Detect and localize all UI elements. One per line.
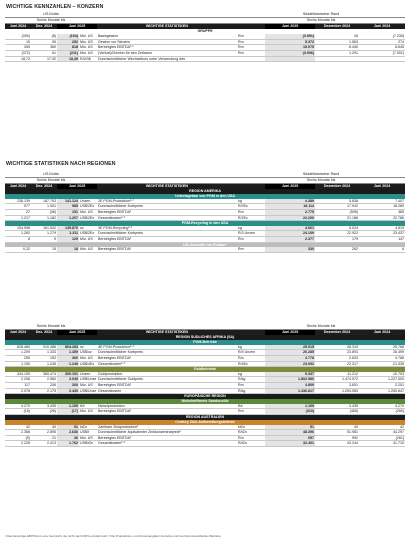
table-row [5,247,405,252]
table-cell [359,56,405,62]
table-cell: Basisgewinn [97,34,237,39]
table-cell [265,56,315,62]
table-cell: US$/4Ez [79,361,97,367]
sub-sa-pgm: PGM-Betriebe [5,340,405,345]
table-cell: (3.591) [265,34,315,39]
table-cell: 40 [31,425,57,430]
table-cell: (36) [31,209,57,215]
table-cell: Gesamtkosten [97,388,237,394]
table-cell: 344.109 [5,372,31,377]
sa-period-right: Sechs Monate bis [237,324,405,330]
table-cell: Durchschnittlicher Wechselkurs unter Verwendung des [97,56,237,62]
table-cell: 485 [359,209,405,215]
table-cell: Bereinigtes EBITDA¹ [97,209,237,215]
table-cell: Rm [237,50,265,56]
table-cell: 40 [315,425,359,430]
table-cell: 1.563 [315,39,359,45]
table-cell: 2.201 [359,382,405,388]
table-cell: Mio. US [79,34,97,39]
col-jun24: Juni 2024 [5,24,31,30]
table-cell: 51 [265,425,315,430]
table-cell: (8) [31,34,57,39]
table-cell: 28 [315,34,359,39]
table-cell: 1.209 [5,350,31,356]
table-cell: 1.291 [315,50,359,56]
sub-sandouville: Nickelraffinerie Sandouville [5,399,405,404]
table-cell: ktZn [237,425,265,430]
table-cell: Goldproduktion [97,372,237,377]
table-cell: 22.786 [359,215,405,221]
table-cell: 3E PGM-Recycling²·³ [97,226,237,231]
table-cell: 1.253.083 [315,388,359,394]
table-cell: 2.413 [31,441,57,447]
table-cell: 828.460 [5,345,31,350]
table-cell: (595) [315,209,359,215]
am-col-0: Juni 2024 [5,184,31,190]
table-cell: 1.250.647 [359,388,405,394]
period-right: Sechs Monate bis [237,18,405,24]
table-cell [315,56,359,62]
table-cell: 1.001 [31,204,57,210]
table-cell: 1.217 [5,215,31,221]
table-cell: US$/2Ez [79,204,97,210]
table-cell: 28.319 [315,345,359,350]
sa-col-2: Juni 2025 [57,330,97,336]
table-cell: 8 [5,236,31,242]
table-cell: 21.535 [359,361,405,367]
table-cell: 2.775 [265,209,315,215]
table-cell: Bereinigtes EBITDA¹ [97,355,237,361]
table-cell: 4.389 [265,199,315,204]
table-cell: 117 [5,382,31,388]
table-cell: Mio. US [79,409,97,415]
table-cell: Unzen [79,199,97,204]
table-cell: (211) [57,50,79,56]
table-cell: 42 [5,425,31,430]
table-cell: 6.645 [359,45,405,51]
table-cell: 1.311 [57,231,79,237]
table-cell: (15) [5,409,31,415]
table-cell: R/4 Unzen [237,350,265,356]
table-cell: 5.024 [315,226,359,231]
table-cell: Unzen [79,372,97,377]
table-cell: US$/2Ez [79,231,97,237]
table-cell: 18,39 [57,56,79,62]
regions-table [5,324,405,447]
table-cell: 22.317 [315,361,359,367]
table-cell: 26.285 [265,350,315,356]
table-cell: 26.499 [359,350,405,356]
table-cell: 23.893 [315,350,359,356]
table-cell: R/kg [237,388,265,394]
table-row [5,441,405,447]
table-cell: 1.436.817 [265,388,315,394]
table-cell: 15.075 [265,45,315,51]
table-cell: 2.430 [57,388,79,394]
region-americas: REGION AMERIKA [5,189,405,194]
table-cell: 262 [315,247,359,252]
table-cell: 274 [359,39,405,45]
table-cell: 55 [31,39,57,45]
table-cell: 260 [57,382,79,388]
table-cell: 15 [5,39,31,45]
sa-col-0: Juni 2024 [5,330,31,336]
table-cell: 9 [31,236,57,242]
table-cell: R/tZn [237,430,265,436]
period-left: Sechs Monate bis [5,18,97,24]
sa-col-3: WICHTIGE STATISTIKEN [97,330,237,336]
table-cell: 17.942 [315,204,359,210]
sa-col-6: Juni 2024 [359,330,405,336]
table-cell: Mio. US [79,236,97,242]
table-cell: 255 [5,355,31,361]
group-label: GRUPPE [5,29,405,34]
table-cell: (26) [31,409,57,415]
table-cell: Gesamtkosten²·³ [97,441,237,447]
table-cell: 21 [31,435,57,441]
col-dec24: Dez. 2024 [31,24,57,30]
table-cell: Nickelproduktion [97,404,237,409]
table-cell: 355 [5,45,31,51]
table-cell: US$/Unze [80,377,97,382]
am-currency-right: Südafrikanischer Rand [237,172,405,178]
table-cell: 149.870 [57,226,79,231]
table-cell: 18.114 [265,204,315,210]
table-cell: 23.437 [359,231,405,237]
table-cell: 24.109 [265,231,315,237]
page-title: WICHTIGE KENNZAHLEN – KONZERN [6,4,104,10]
table-cell: 151 [57,209,79,215]
table-cell: R/kg [237,377,265,383]
table-cell: 10.703 [359,372,405,377]
currency-right: Südafrikanischer Rand [237,12,405,18]
table-cell: 292 [57,39,79,45]
table-cell: 1.459 [57,350,79,356]
col-jun24-r: Juni 2024 [359,24,405,30]
table-row [5,56,405,62]
table-cell: 1.245 [31,361,57,367]
table-cell: 300.191 [57,372,79,377]
table-cell: 657 [265,435,315,441]
table-cell: Gewinn vor Steuern [97,39,237,45]
table-cell: (372) [5,50,31,56]
table-cell: 21.188 [315,215,359,221]
table-cell: Bereinigtes EBITDA¹·² [97,45,237,51]
table-cell: R/3 Unzen [237,231,265,237]
table-cell: 1.227.000 [359,377,405,383]
table-cell [237,56,265,62]
table-cell: 985 [57,204,79,210]
table-cell: 48.396 [265,430,315,436]
table-cell: 5.372 [265,39,315,45]
table-cell: 42 [359,425,405,430]
table-cell: Rm [237,409,265,415]
table-cell: Gesamtkosten²·³ [97,361,237,367]
table-cell: tNi [79,404,97,409]
table-cell: Durchschnittlicher Korbpreis [97,231,237,237]
table-cell: Rm [237,34,265,39]
am-period-right: Sechs Monate bis [237,178,405,184]
am-col-1: Dez. 2024 [31,184,57,190]
am-col-5: Dezember 2024 [315,184,359,190]
table-cell: Rm [237,209,265,215]
am-col-3: WICHTIGE STATISTIKEN [97,184,237,190]
table-cell: kg [237,345,265,350]
table-cell: 147 [359,236,405,242]
table-cell: 910.486 [31,345,57,350]
table-cell: 206 [31,382,57,388]
table-cell: 141.124 [57,199,79,204]
table-cell: 3.651 [315,382,359,388]
table-cell: Rm [237,355,265,361]
table-cell: 2.078 [5,388,31,394]
table-cell: 1.109 [57,404,79,409]
table-cell: Bereinigtes EBITDA¹ [97,435,237,441]
table-cell: 152 [31,355,57,361]
table-cell: 1.207 [57,215,79,221]
table-cell: Zahlbare Zinkproduktion² [97,425,237,430]
table-cell: Mio. US [79,45,97,51]
table-cell: (261) [359,435,405,441]
table-cell: 0,32 [5,247,31,252]
table-cell: 6.440 [315,45,359,51]
table-cell: US$/t [79,430,97,436]
table-cell: R/4Ez [237,361,265,367]
table-cell: 360 [31,45,57,51]
table-cell: 2.895 [31,430,57,436]
table-cell: (280) [359,409,405,415]
table-cell: 179 [315,236,359,242]
table-cell: oz [79,226,97,231]
table-cell: 25.768 [359,345,405,350]
table-cell: Durchschnittlicher Goldpreis [97,377,237,383]
table-cell: 15 [31,247,57,252]
table-cell: Mio. US [79,39,97,45]
table-cell: Durchschnittlicher äquivalenter Zinkkonzentratpreis² [97,430,237,436]
table-cell: Rm [237,45,265,51]
table-cell: 61 [31,50,57,56]
table-cell: (Verlust)/Gewinn für den Zeitraum [97,50,237,56]
table-cell: US$/tZn [79,441,97,447]
section-title: WICHTIGE STATISTIKEN NACH REGIONEN [6,161,116,167]
table-cell: Bereinigtes EBITDA¹ [97,382,237,388]
sub-us-pgm: Untertagebau von PGM in den USA [5,194,405,199]
table-cell: 6 [359,247,405,252]
sa-col-1: Dez. 2024 [31,330,57,336]
sub-reldan: US-Geschäft von Reldan⁴ [5,242,405,247]
table-cell: 18,72 [5,56,31,62]
table-cell: R/2Ez [237,204,265,210]
table-cell: oz [79,345,97,350]
table-cell: 51 [57,425,79,430]
table-cell: 1.150 [5,361,31,367]
table-cell: 2.633 [315,355,359,361]
table-cell: 27 [5,209,31,215]
table-cell: Durchschnittlicher Korbpreis [97,350,237,356]
table-cell: 3.435 [315,404,359,409]
am-period-left: Sechs Monate bis [5,178,97,184]
table-cell: 804.283 [57,345,79,350]
table-cell: (7.001) [359,50,405,56]
table-cell: 818 [57,45,79,51]
table-cell: 1.182 [31,215,57,221]
table-cell: R/2Ez [237,215,265,221]
table-cell: 360.474 [31,372,57,377]
sub-century-zinc: Century Zink-Aufbereitungsbetrieb [5,420,405,425]
table-cell: (9) [5,435,31,441]
table-cell: 5.838 [315,199,359,204]
table-cell: (390) [5,34,31,39]
table-cell: 238.139 [5,199,31,204]
am-col-6: Juni 2024 [359,184,405,190]
table-cell: 4.766 [359,355,405,361]
table-cell: tNi [237,404,265,409]
table-cell: 18.289 [359,204,405,210]
table-cell: 1.109 [265,404,315,409]
table-cell: 1.333 [31,350,57,356]
table-cell: 1.762 [57,441,79,447]
table-cell: 187.703 [31,199,57,204]
group-table [5,12,405,62]
table-cell: Rm [237,39,265,45]
table-cell: US$/2Ez [79,215,97,221]
table-cell: Gesamtkosten²·³ [97,215,237,221]
table-cell: 2.377 [265,236,315,242]
table-cell: 161.532 [31,226,57,231]
table-cell: 992 [315,435,359,441]
table-cell: 32.401 [265,441,315,447]
table-cell: Rm [237,236,265,242]
table-cell: 4.661 [265,226,315,231]
table-cell: 1.279 [31,231,57,237]
table-cell: 4.778 [265,355,315,361]
table-cell: (7.235) [359,34,405,39]
table-cell: 2.636 [57,430,79,436]
table-cell: 330 [265,247,315,252]
table-cell: Rm [237,382,265,388]
table-cell: 2E PGM-Produktion¹·² [97,199,237,204]
table-cell: 360 [57,355,79,361]
table-cell: Rm [237,435,265,441]
table-cell: 17,92 [31,56,57,62]
table-cell: 7.407 [359,199,405,204]
table-cell: (17) [57,409,79,415]
footnote: ¹ Das bereinigte EBITDA ist eine Kennzahl, die nicht nach IFRS ermittelt wird; ² Die Produktions- und Kostenangaben beziehen sich auf die konsolidierten Betriebe [5,534,221,538]
table-cell: Mio. US [79,435,97,441]
table-cell: 1.282 [5,231,31,237]
table-cell: 4.809 [265,382,315,388]
table-cell: 977 [5,204,31,210]
table-cell: Mio. US [79,355,97,361]
table-cell: Bereinigtes EBITDA¹ [97,409,237,415]
table-cell: 2.175 [31,388,57,394]
col-stats: WICHTIGE STATISTIKEN [97,24,237,30]
table-cell: 2.206 [5,377,31,383]
table-cell: (3.906) [265,50,315,56]
table-cell: Mio. US [79,382,97,388]
table-cell: ktZn [79,425,97,430]
table-cell: 4.270 [5,404,31,409]
table-cell: 1.474.972 [315,377,359,383]
am-col-2: Juni 2025 [57,184,97,190]
table-cell: Bereinigtes EBITDA¹ [97,236,237,242]
table-cell: 23.092 [265,361,315,367]
currency-left: US-Dollar [5,12,97,18]
table-cell: 3.049 [57,377,79,383]
table-cell: 4E PGM-Produktion²·³ [97,345,237,350]
table-cell: 41.710 [359,441,405,447]
region-southern-africa: REGION SÜDLICHES AFRIKA (SA) [5,335,405,340]
table-cell: 51.981 [315,430,359,436]
table-cell: (465) [315,409,359,415]
table-cell: 4.819 [359,226,405,231]
table-cell: Mio. US [79,247,97,252]
americas-table [5,172,405,253]
sa-col-5: Dezember 2024 [315,330,359,336]
table-cell: 22.922 [315,231,359,237]
table-cell: 4.270 [359,404,405,409]
table-cell: Rm [237,247,265,252]
col-jun25: Juni 2025 [57,24,97,30]
sa-col-4: Juni 2025 [265,330,315,336]
sub-sa-gold: Goldbetriebe [5,367,405,372]
col-jun25-r: Juni 2025 [265,24,315,30]
table-cell: kg [237,199,265,204]
table-cell: 2.228 [5,441,31,447]
region-europe: EUROPÄISCHE REGION [5,394,405,400]
table-cell: R/tZn [237,441,265,447]
table-cell: 11.212 [315,372,359,377]
table-cell: 1.802.580 [265,377,315,383]
table-cell: 3.435 [31,404,57,409]
table-cell: R/US$ [79,56,97,62]
table-cell: 9.337 [265,372,315,377]
table-cell: 154.998 [5,226,31,231]
sub-us-recycling: PGM-Recycling in den USA [5,221,405,226]
table-cell: 25.015 [265,345,315,350]
table-cell: 2.366 [5,430,31,436]
table-cell: (194) [57,34,79,39]
table-cell: (310) [265,409,315,415]
table-cell: 43.244 [315,441,359,447]
col-dec24-r: Dezember 2024 [315,24,359,30]
table-cell: 22.200 [265,215,315,221]
table-cell: 36 [57,435,79,441]
table-cell: Bereinigtes EBITDA¹ [97,247,237,252]
am-col-4: Juni 2025 [265,184,315,190]
am-currency-left: US-Dollar [5,172,97,178]
table-cell: 1.249 [57,361,79,367]
region-australia: REGION AUSTRALIEN [5,414,405,420]
table-cell: kg [237,372,265,377]
table-cell: US$/oz [79,350,97,356]
sa-period-left: Sechs Monate bis [5,324,97,330]
table-cell: 129 [57,236,79,242]
table-cell: 18 [57,247,79,252]
table-cell: 2.560 [31,377,57,383]
table-cell: Mio. US [79,50,97,56]
table-cell: kg [237,226,265,231]
table-cell: Mio. US [79,209,97,215]
table-cell: Durchschnittlicher Korbpreis [97,204,237,210]
table-cell: US$/Unze [80,388,97,393]
table-cell: 44.297 [359,430,405,436]
